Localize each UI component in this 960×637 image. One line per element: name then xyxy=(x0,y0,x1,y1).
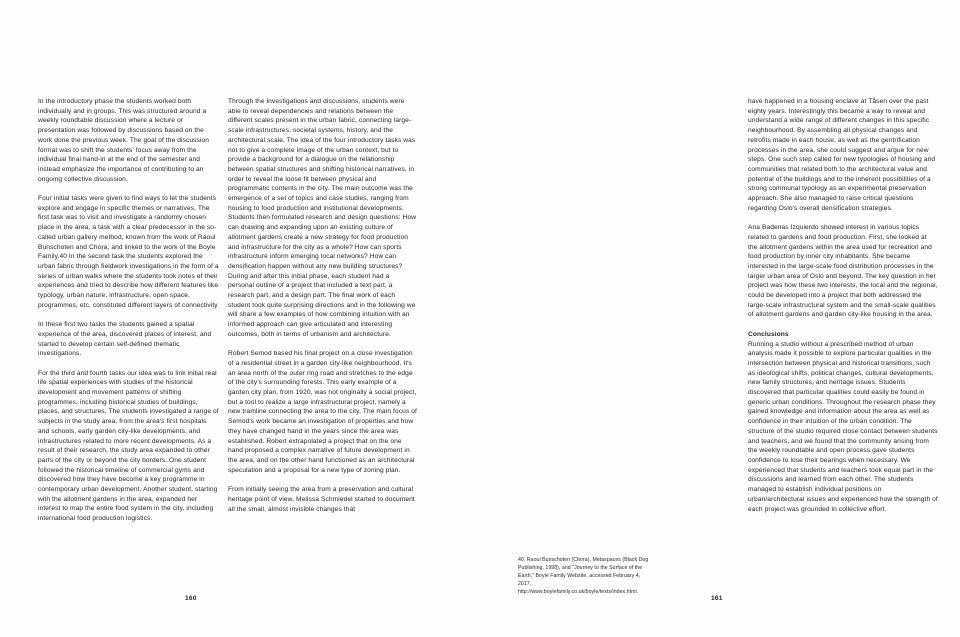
page-number-left: 160 xyxy=(185,595,197,602)
paragraph: have happened in a housing enclave at Tåsen over the past eighty years. Interestingly this became a way to reveal and understand a wide range of different changes in this specific neighbourhood. By assembling all physical changes and retrofits made in each house, as well as the gentrification processes in the area, she could suggest and argue for new steps. One such step called for new typologies of housing and communities that related both to the architectural value and potential of the buildings and to the inherent possibilities of a strong communal typology as an experimental preservation approach. She also managed to raise critical questions regarding Oslo's overall densification strategies. xyxy=(748,98,936,212)
paragraph: Robert Semod based his final project on a close investigation of a residential street in a garden city-like neighbourhood. It's an area north of the outer ring road and stretches to the edge of the city's surrounding forests. This early example of a garden city plan, from 1920, was not originally a social project, but a tool to realize a large infrastructural project, namely a new tramline connecting the area to the city. The main focus of Semod's work became an investigation of properties and how they have changed hand in the years since the area was established. Robert extrapolated a project that on the one hand proposed a complex narrative of future development in the area, and on the other hand functioned as an architectural speculation and a proposal for a new type of zoning plan. xyxy=(228,350,417,474)
conclusions-heading: Conclusions xyxy=(748,330,789,338)
paragraph: In these first two tasks the students gained a spatial experience of the area, discovered places of interest, and started to develop certain self-defined thematic investigations. xyxy=(38,321,212,358)
paragraph: For the third and fourth tasks our idea was to link initial real life spatial experiences with studies of the historical development and movement patterns of shifting programmes, including historical studies of buildings, places, and structures. The students investigated a range of subjects in the study area, from the area's first hospitals and schools, early garden city-like developments, and infrastructures related to more recent developments. As a result of their research, the study area expanded to other parts of the city or beyond the city borders. One student followed the historical timeline of commercial gyms and discovered how they have become a key programme in contemporary urban development. Another student, starting with the allotment gardens in the area, expanded her interest to map the entire food system in the city, including international food production logistics. xyxy=(38,369,219,523)
paragraph: Four initial tasks were given to find ways to let the students explore and engage in specific themes or narratives. The first task was to visit and investigate a randomly chosen place in the area, a task with a clear predecessor in the so-called urban gallery method, known from the work of Raoul Bunschoten and Chora, and linked to the work of the Boyle Family.40 In the second task the students explored the urban fabric through fieldwork investigations in the form of a series of urban walks where the students took notes of their experiences and tried to describe how different features like typology, urban nature, infrastructure, open space, programmes, etc. constituted different layers of connectivity xyxy=(38,195,219,309)
conclusions-paragraph: Running a studio without a prescribed method of urban analysis made it possible to explore particular qualities in the intersection between physical and historical transitions, such as ideological shifts, political changes, cultural developments, new family structures, and heritage issues. Students discovered that particular qualities could easily be found in generic urban conditions. Throughout the research phase they gained knowledge and information about the area as well as confidence in their intuition of the urban condition. The structure of the studio required close contact between students and teachers, and we found that the community arising from the weekly roundtable and open process gave students confidence to lose their bearings when necessary. We experienced that students and teachers took equal part in the discussions and learned from each other. The students managed to establish individual positions on urban/architectural issues and experienced how the strength of each project was grounded in collective effort. xyxy=(748,340,938,513)
left-page-column-1 xyxy=(38,97,219,534)
paragraph: In the introductory phase the students worked both individually and in groups. This was structured around a weekly roundtable discussion where a lecture or presentation was followed by discussions based on the work done the previous week. The goal of the discussion format was to shift the students' focus away from the individual final hand-in at the end of the semester and instead emphasize the importance of contributing to an ongoing collective discussion. xyxy=(38,98,210,183)
paragraph: Ana Badenas Izquierdo showed interest in various topics related to gardens and food production. First, she looked at the allotment gardens within the area used for recreation and food production by inner city inhabitants. She became interested in the large-scale food distribution processes in the larger urban area of Oslo and beyond. The key question in her project was how these two interests, the local and the regional, could be developed into a project that both addressed the large-scale infrastructural system and the small-scale qualities of allotment gardens and garden city-like housing in the area. xyxy=(748,224,938,319)
paragraph: Through the investigations and discussions, students were able to reveal dependencies and relations between the different scales present in the urban fabric, connecting large-scale infrastructures, societal systems, history, and the architectural scale. The idea of the four introductory tasks was not to give a complete image of the urban context, but to provide a background for a dialogue on the relationship between spatial structures and shifting historical narratives, in order to reveal the loose fit between physical and programmatic contents in the city. The main outcome was the emergence of a set of topics and case studies, ranging from housing to food production and institutional developments. Students then formulated research and design questions: How can drawing and expanding upon an existing culture of allotment gardens create a new strategy for food production and infrastructure for the city as a whole? How can sports infrastructure inform emerging local networks? How can densification happen without any new building structures? During and after this initial phase, each student had a personal outline of a project that included a text part, a research part, and a design part. The final work of each student took quite surprising directions and in the following we will share a few examples of how combining intuition with an informed approach can give articulated and interesting outcomes, both in terms of urbanism and architecture. xyxy=(228,98,417,338)
right-page-paragraphs xyxy=(748,97,938,320)
paragraph: From initially seeing the area from a preservation and cultural heritage point of view, Melissa Schmiedel started to document all the small, almost invisible changes that xyxy=(228,486,415,513)
footnote-40: 40. Raoul Bunschoten (Chora), Metaspaces (Black Dog Publishing, 1998), and "Journey to the Surface of the Earth," Boyle Family Website, accessed February 4, 2017, http://www.boylefamily.co.uk/boyle/texts/index.html. xyxy=(518,557,649,595)
page-number-right: 161 xyxy=(711,595,723,602)
right-page-column xyxy=(748,97,938,524)
left-page-column-2 xyxy=(228,97,417,524)
